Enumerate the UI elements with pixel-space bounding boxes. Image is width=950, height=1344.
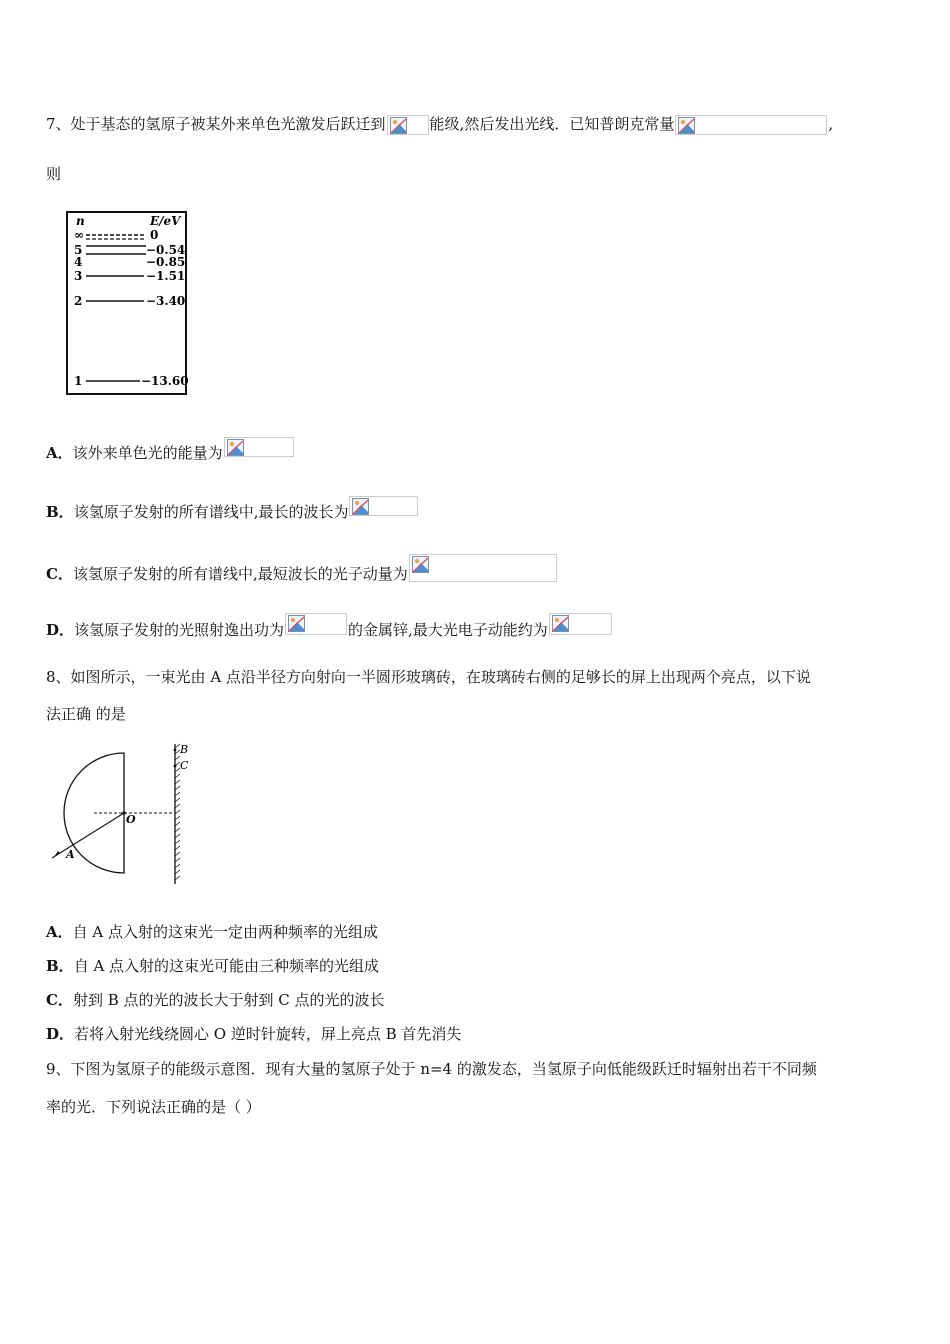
q8-option-b: [46, 956, 379, 976]
option-text: 自 A 点入射的这束光可能由三种频率的光组成: [73, 957, 380, 975]
q8-stem-line2: 法正确 的是: [46, 705, 126, 723]
q7-option-a: [46, 443, 295, 464]
point-c-label: C: [180, 759, 189, 772]
level-n-inf: ∞: [74, 228, 84, 242]
option-label: D．: [46, 1025, 75, 1043]
point-b-label: B: [180, 743, 189, 756]
option-label: C．: [46, 991, 73, 1009]
option-text: 该外来单色光的能量为: [72, 444, 223, 462]
option-text: 该氢原子发射的所有谱线中,最长的波长为: [73, 503, 349, 521]
q7-option-b: [46, 502, 419, 523]
q7-option-d: [46, 620, 613, 642]
option-label: D．: [46, 621, 75, 639]
option-label: A．: [46, 444, 73, 462]
q7-comma: ,: [828, 115, 834, 133]
level-e-1: −13.60: [141, 374, 189, 388]
option-text: 自 A 点入射的这束光一定由两种频率的光组成: [72, 923, 379, 941]
q7-stem-line2: 则: [46, 165, 62, 183]
option-text: 该氢原子发射的所有谱线中,最短波长的光子动量为: [72, 565, 408, 583]
option-text: 该氢原子发射的光照射逸出功为: [74, 621, 285, 639]
option-text: 的金属锌,最大光电子动能约为: [348, 621, 548, 639]
q7-stem-mid: 能级,然后发出光线．已知普朗克常量: [429, 115, 675, 133]
option-label: B．: [46, 957, 74, 975]
formula-image-icon: [549, 613, 612, 635]
option-label: A．: [46, 923, 73, 941]
level-n-1: 1: [74, 374, 83, 388]
e-axis-label: E/eV: [150, 214, 181, 228]
option-text: 若将入射光线绕圆心 O 逆时针旋转，屏上亮点 B 首先消失: [74, 1025, 462, 1043]
formula-image-icon: [224, 437, 294, 457]
level-e-5: −0.54: [146, 243, 186, 257]
q8-stem-line1: 8、如图所示，一束光由 A 点沿半径方向射向一半圆形玻璃砖，在玻璃砖右侧的足够长的屏上出现两个亮点，以下说: [46, 668, 811, 686]
level-e-3: −1.51: [146, 269, 186, 283]
option-label: B．: [46, 503, 74, 521]
q9-stem-line1: 9、下图为氢原子的能级示意图．现有大量的氢原子处于 n=4 的激发态，当氢原子向低能级跃迁时辐射出若干不同频: [46, 1060, 817, 1078]
option-text: 射到 B 点的光的波长大于射到 C 点的光的波长: [72, 991, 385, 1009]
level-e-4: −0.85: [146, 255, 186, 269]
level-n-4: 4: [74, 255, 83, 269]
level-n-2: 2: [74, 294, 83, 308]
semicircle-glass-figure: [46, 740, 196, 888]
level-n-5: 5: [74, 243, 83, 257]
formula-image-icon: [285, 613, 347, 635]
formula-image-icon: [409, 554, 557, 582]
point-o-label: O: [126, 813, 136, 826]
n-axis-label: n: [76, 214, 85, 228]
formula-image-icon: [675, 115, 827, 135]
level-e-inf: 0: [150, 228, 159, 242]
q8-option-c: [46, 990, 385, 1010]
level-e-2: −3.40: [146, 294, 186, 308]
energy-level-diagram: [64, 208, 190, 398]
q7-stem-line1: [46, 114, 833, 135]
q7-option-c: [46, 561, 558, 589]
level-n-3: 3: [74, 269, 83, 283]
q7-stem-prefix: 7、处于基态的氢原子被某外来单色光激发后跃迁到: [46, 115, 386, 133]
point-a-label: A: [66, 848, 75, 861]
q8-option-d: [46, 1024, 461, 1044]
option-label: C．: [46, 565, 73, 583]
formula-image-icon: [349, 496, 418, 516]
formula-image-icon: [387, 115, 429, 135]
q9-stem-line2: 率的光．下列说法正确的是（ ）: [46, 1098, 261, 1116]
q8-option-a: [46, 922, 378, 942]
